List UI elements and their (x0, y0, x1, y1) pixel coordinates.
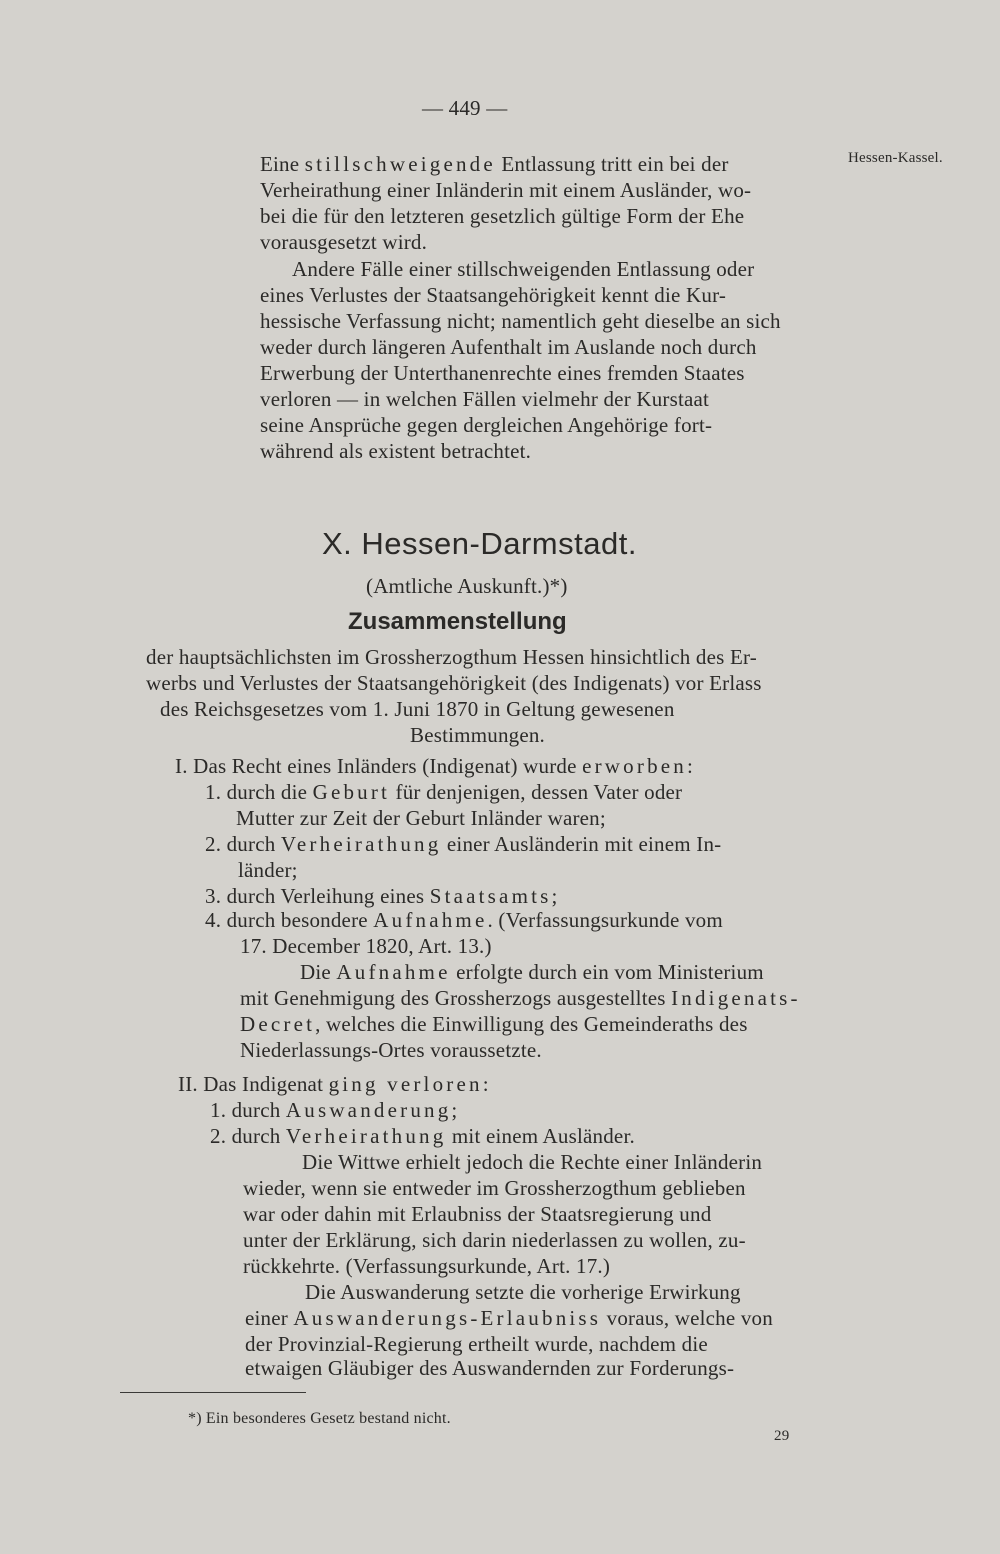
para1-line-2: Verheirathung einer Inländerin mit einem Ausländer, wo- (260, 178, 752, 202)
section2-note1-line-2: wieder, wenn sie entweder im Grossherzogthum geblieben (243, 1176, 746, 1200)
section2-note2-line-4: etwaigen Gläubiger des Auswandernden zur Forderungs- (245, 1356, 735, 1380)
section2-note1-line-5: rückkehrte. (Verfassungsurkunde, Art. 17.) (243, 1254, 611, 1278)
section1-note-line-4: Niederlassungs-Ortes voraussetzte. (240, 1038, 542, 1062)
source-note: (Amtliche Auskunft.)*) (366, 574, 568, 598)
para2-line-6: verloren — in welchen Fällen vielmehr der Kurstaat (260, 387, 710, 411)
para1-line-4: vorausgesetzt wird. (260, 230, 428, 254)
section1-item-1-cont: Mutter zur Zeit der Geburt Inländer waren; (236, 806, 606, 830)
section1-item-2-cont: länder; (238, 858, 298, 882)
section2-note2-line-1: Die Auswanderung setzte die vorherige Erwirkung (305, 1280, 741, 1304)
section1-note-line-3: Decret, welches die Einwilligung des Gemeinderaths des (240, 1012, 748, 1036)
para2-line-2: eines Verlustes der Staatsangehörigkeit kennt die Kur- (260, 283, 727, 307)
section2-item-1: 1. durch Auswanderung; (210, 1098, 458, 1122)
para2-line-5: Erwerbung der Unterthanenrechte eines fremden Staates (260, 361, 745, 385)
footnote-rule (120, 1392, 306, 1393)
section1-item-1: 1. durch die Geburt für denjenigen, dessen Vater oder (205, 780, 683, 804)
page-number: — 449 — (422, 96, 508, 120)
section1-item-4: 4. durch besondere Aufnahme. (Verfassungsurkunde vom (205, 908, 723, 932)
section1-heading: I. Das Recht eines Inländers (Indigenat) wurde erworben: (175, 754, 694, 778)
para2-line-8: während als existent betrachtet. (260, 439, 532, 463)
section1-item-2: 2. durch Verheirathung einer Ausländerin mit einem In- (205, 832, 722, 856)
footnote: *) Ein besonderes Gesetz bestand nicht. (188, 1410, 451, 1427)
intro-line-4: Bestimmungen. (410, 723, 546, 747)
section2-note1-line-1: Die Wittwe erhielt jedoch die Rechte einer Inländerin (302, 1150, 763, 1174)
intro-line-1: der hauptsächlichsten im Grossherzogthum Hessen hinsichtlich des Er- (146, 645, 757, 669)
margin-note: Hessen-Kassel. (848, 150, 943, 166)
intro-line-3: des Reichsgesetzes vom 1. Juni 1870 in Geltung gewesenen (160, 697, 675, 721)
section1-note-line-1: Die Aufnahme erfolgte durch ein vom Ministerium (300, 960, 764, 984)
section2-note1-line-4: unter der Erklärung, sich darin niederlassen zu wollen, zu- (243, 1228, 746, 1252)
section2-note1-line-3: war oder dahin mit Erlaubniss der Staatsregierung und (243, 1202, 712, 1226)
section-title: X. Hessen-Darmstadt. (322, 526, 637, 561)
para2-line-7: seine Ansprüche gegen dergleichen Angehörige fort- (260, 413, 713, 437)
section1-item-3: 3. durch Verleihung eines Staatsamts; (205, 884, 558, 908)
subtitle: Zusammenstellung (348, 608, 567, 635)
para1-line-1: Eine stillschweigende Entlassung tritt ein bei der (260, 152, 729, 176)
section2-heading: II. Das Indigenat ging verloren: (178, 1072, 489, 1096)
para2-line-4: weder durch längeren Aufenthalt im Auslande noch durch (260, 335, 757, 359)
section1-note-line-2: mit Genehmigung des Grossherzogs ausgestelltes Indigenats- (240, 986, 801, 1010)
section1-item-4-cont: 17. December 1820, Art. 13.) (240, 934, 492, 958)
section2-note2-line-3: der Provinzial-Regierung ertheilt wurde, nachdem die (245, 1332, 708, 1356)
para2-line-1: Andere Fälle einer stillschweigenden Entlassung oder (292, 257, 755, 281)
para1-line-3: bei die für den letzteren gesetzlich gültige Form der Ehe (260, 204, 745, 228)
section2-note2-line-2: einer Auswanderungs-Erlaubniss voraus, welche von (245, 1306, 773, 1330)
signature-mark: 29 (774, 1428, 790, 1444)
para2-line-3: hessische Verfassung nicht; namentlich geht dieselbe an sich (260, 309, 781, 333)
section2-item-2: 2. durch Verheirathung mit einem Ausländer. (210, 1124, 635, 1148)
intro-line-2: werbs und Verlustes der Staatsangehörigkeit (des Indigenats) vor Erlass (146, 671, 762, 695)
